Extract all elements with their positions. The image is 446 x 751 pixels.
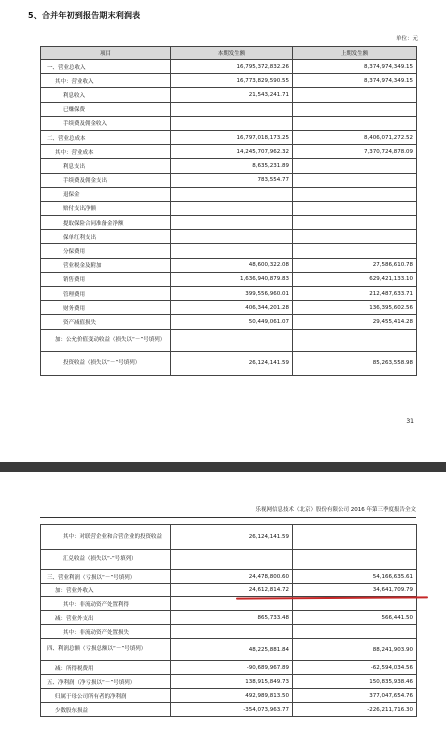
prior-period-value	[293, 187, 417, 201]
row-label: 其中：对联营企业和合营企业的投资收益	[41, 525, 171, 550]
prior-period-value: 136,395,602.56	[293, 301, 417, 315]
prior-period-value: 54,166,635.61	[293, 570, 417, 584]
current-period-value: 16,797,018,173.25	[171, 130, 293, 144]
row-label: 手续费及佣金支出	[41, 173, 171, 187]
table-row	[41, 173, 417, 187]
prior-period-value: 27,586,610.78	[293, 258, 417, 272]
row-label: 加：公允价值变动收益（损失以“－”号填列）	[41, 329, 171, 351]
table-row	[41, 351, 417, 375]
prior-period-value	[293, 88, 417, 102]
current-period-value: -354,073,963.77	[171, 703, 293, 717]
current-period-value: 16,795,372,832.26	[171, 60, 293, 74]
unit-note: 单位：元	[395, 36, 418, 42]
prior-period-value	[293, 201, 417, 215]
table-row	[41, 675, 417, 689]
current-period-value	[171, 230, 293, 244]
table-row	[41, 611, 417, 625]
header-item: 项目	[41, 47, 171, 60]
current-period-value: 14,245,707,962.32	[171, 145, 293, 159]
current-period-value: 8,635,231.89	[171, 159, 293, 173]
table-row	[41, 272, 417, 286]
prior-period-value: -226,211,716.30	[293, 703, 417, 717]
prior-period-value	[293, 244, 417, 258]
prior-period-value: 150,835,938.46	[293, 675, 417, 689]
current-period-value: 26,124,141.59	[171, 351, 293, 375]
row-label: 一、营业总收入	[41, 60, 171, 74]
table-row	[41, 145, 417, 159]
report-page-bottom	[0, 472, 446, 751]
row-label: 二、营业总成本	[41, 130, 171, 144]
header-prior-period: 上期发生额	[293, 47, 417, 60]
current-period-value	[171, 329, 293, 351]
row-label: 已赚保费	[41, 102, 171, 116]
table-row	[41, 329, 417, 351]
table-row	[41, 88, 417, 102]
prior-period-value	[293, 116, 417, 130]
table-row	[41, 244, 417, 258]
row-label: 减：营业外支出	[41, 611, 171, 625]
prior-period-value: 7,370,724,878.09	[293, 145, 417, 159]
prior-period-value: 212,487,633.71	[293, 287, 417, 301]
row-label: 投资收益（损失以“－”号填列）	[41, 351, 171, 375]
section-title: 5、合并年初到报告期末利润表	[28, 11, 141, 20]
table-row	[41, 74, 417, 88]
row-label: 归属于母公司所有者的净利润	[41, 689, 171, 703]
current-period-value: 24,612,814.72	[171, 584, 293, 597]
current-period-value	[171, 187, 293, 201]
current-period-value: 865,733.48	[171, 611, 293, 625]
prior-period-value: 85,263,558.98	[293, 351, 417, 375]
table-header-row	[41, 47, 417, 60]
row-label: 其中：非流动资产处置利得	[41, 597, 171, 611]
prior-period-value: -62,594,034.56	[293, 661, 417, 675]
current-period-value: 406,344,201.28	[171, 301, 293, 315]
current-period-value: 21,543,241.71	[171, 88, 293, 102]
row-label: 赔付支出净额	[41, 201, 171, 215]
current-period-value	[171, 116, 293, 130]
row-label: 销售费用	[41, 272, 171, 286]
row-label: 退保金	[41, 187, 171, 201]
table-row	[41, 315, 417, 329]
row-label: 利息收入	[41, 88, 171, 102]
current-period-value: 50,449,061.07	[171, 315, 293, 329]
row-label: 分保费用	[41, 244, 171, 258]
current-period-value: 48,600,322.08	[171, 258, 293, 272]
table-row	[41, 584, 417, 597]
table-row	[41, 187, 417, 201]
table-row	[41, 689, 417, 703]
table-row	[41, 258, 417, 272]
page-number: 31	[406, 418, 414, 425]
table-row	[41, 130, 417, 144]
prior-period-value: 8,374,974,349.15	[293, 74, 417, 88]
header-rule	[40, 517, 416, 518]
current-period-value	[171, 216, 293, 230]
prior-period-value	[293, 102, 417, 116]
table-row	[41, 625, 417, 639]
prior-period-value: 8,374,974,349.15	[293, 60, 417, 74]
current-period-value: 26,124,141.59	[171, 525, 293, 550]
table-row	[41, 159, 417, 173]
table-row	[41, 216, 417, 230]
row-label: 资产减值损失	[41, 315, 171, 329]
prior-period-value	[293, 550, 417, 570]
table-row	[41, 201, 417, 215]
table-row	[41, 102, 417, 116]
table-row	[41, 525, 417, 550]
row-label: 其中：营业收入	[41, 74, 171, 88]
prior-period-value	[293, 230, 417, 244]
prior-period-value: 377,047,654.76	[293, 689, 417, 703]
row-label: 保单红利支出	[41, 230, 171, 244]
row-label: 利息支出	[41, 159, 171, 173]
row-label: 其中：营业成本	[41, 145, 171, 159]
prior-period-value: 34,641,709.79	[293, 584, 417, 597]
table-row	[41, 116, 417, 130]
prior-period-value	[293, 216, 417, 230]
table-row	[41, 661, 417, 675]
prior-period-value: 29,455,414.28	[293, 315, 417, 329]
prior-period-value	[293, 625, 417, 639]
row-label: 财务费用	[41, 301, 171, 315]
current-period-value	[171, 244, 293, 258]
table-row	[41, 60, 417, 74]
current-period-value: -90,689,967.89	[171, 661, 293, 675]
prior-period-value: 88,241,903.90	[293, 639, 417, 661]
prior-period-value	[293, 159, 417, 173]
current-period-value: 1,636,940,879.83	[171, 272, 293, 286]
header-current-period: 本期发生额	[171, 47, 293, 60]
row-label: 三、营业利润（亏损以“－”号填列）	[41, 570, 171, 584]
row-label: 四、利润总额（亏损总额以“－”号填列）	[41, 639, 171, 661]
current-period-value: 48,225,881.84	[171, 639, 293, 661]
prior-period-value: 8,406,071,272.52	[293, 130, 417, 144]
row-label: 五、净利润（净亏损以“－”号填列）	[41, 675, 171, 689]
prior-period-value: 629,421,133.10	[293, 272, 417, 286]
row-label: 减：所得税费用	[41, 661, 171, 675]
table-row	[41, 287, 417, 301]
row-label: 管理费用	[41, 287, 171, 301]
row-label: 提取保险合同准备金净额	[41, 216, 171, 230]
table-row	[41, 703, 417, 717]
row-label: 少数股东损益	[41, 703, 171, 717]
prior-period-value	[293, 173, 417, 187]
current-period-value: 24,478,800.60	[171, 570, 293, 584]
income-statement-table-top	[40, 46, 417, 376]
current-period-value	[171, 201, 293, 215]
current-period-value	[171, 550, 293, 570]
table-row	[41, 230, 417, 244]
prior-period-value	[293, 525, 417, 550]
table-row	[41, 550, 417, 570]
row-label: 手续费及佣金收入	[41, 116, 171, 130]
current-period-value	[171, 102, 293, 116]
prior-period-value: 566,441.50	[293, 611, 417, 625]
table-row	[41, 570, 417, 584]
table-row	[41, 639, 417, 661]
current-period-value: 16,773,829,590.55	[171, 74, 293, 88]
income-statement-table-bottom	[40, 524, 417, 717]
current-period-value: 399,556,960.01	[171, 287, 293, 301]
page-separator	[0, 462, 446, 472]
current-period-value: 138,915,849.73	[171, 675, 293, 689]
current-period-value: 492,989,813.50	[171, 689, 293, 703]
prior-period-value	[293, 329, 417, 351]
current-period-value: 783,554.77	[171, 173, 293, 187]
table-row	[41, 301, 417, 315]
row-label: 汇兑收益（损失以“-”号填列）	[41, 550, 171, 570]
row-label: 加：营业外收入	[41, 584, 171, 597]
running-header: 乐视网信息技术（北京）股份有限公司 2016 年第三季度报告全文	[255, 507, 416, 513]
current-period-value	[171, 625, 293, 639]
row-label: 营业税金及附加	[41, 258, 171, 272]
row-label: 其中：非流动资产处置损失	[41, 625, 171, 639]
